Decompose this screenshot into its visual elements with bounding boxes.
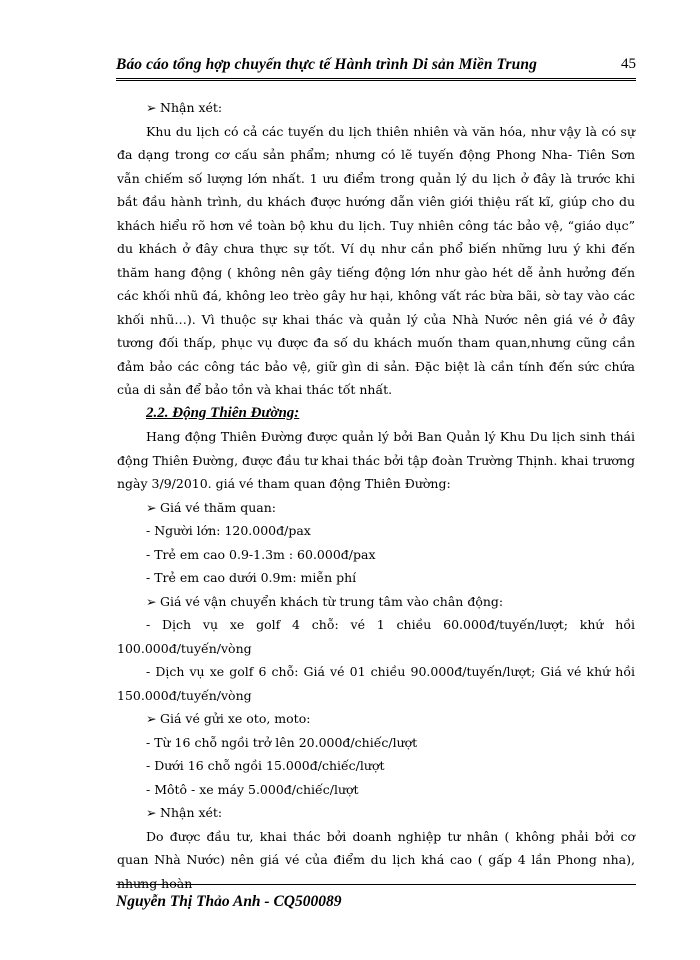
parking-price-label: ➢ Giá vé gửi xe oto, moto:: [117, 707, 635, 731]
list-item: - Môtô - xe máy 5.000đ/chiếc/lượt: [146, 781, 359, 797]
section-heading: 2.2. Động Thiên Đường:: [146, 404, 300, 421]
ticket-price-label: ➢ Giá vé thăm quan:: [117, 496, 635, 520]
intro-paragraph: Hang động Thiên Đường được quản lý bởi Ban Quản lý Khu Du lịch sinh thái động Thiên Đường, được đầu tư khai thác bởi tập đoàn Trường Thịnh. khai trương ngày 3/9/2010. giá vé tham quan động Thiên Đường:: [117, 429, 635, 491]
list-item: - Dịch vụ xe golf 4 chỗ: vé 1 chiều 60.000đ/tuyến/lượt; khứ hồi 100.000đ/tuyến/vòng: [117, 617, 635, 656]
page-number: 45: [621, 56, 636, 72]
footer-rule: [116, 884, 636, 885]
list-item: - Người lớn: 120.000đ/pax: [146, 523, 311, 538]
arrow-bullet-icon: ➢: [146, 711, 157, 726]
page-header: [116, 50, 636, 78]
header-rule: [116, 78, 636, 81]
list-item: - Trẻ em cao 0.9-1.3m : 60.000đ/pax: [146, 546, 376, 562]
transport-price-label: ➢ Giá vé vận chuyển khách từ trung tâm vào chân động:: [117, 590, 635, 614]
remark-paragraph: Do được đầu tư, khai thác bởi doanh nghiệp tư nhân ( không phải bởi cơ quan Nhà Nước) nên giá vé của điểm du lịch khá cao ( gấp 4 lần Phong nha), nhưng hoàn: [117, 828, 635, 891]
list-item: - Từ 16 chỗ ngồi trở lên 20.000đ/chiếc/lượt: [146, 734, 418, 750]
document-title: Báo cáo tổng hợp chuyến thực tế Hành trình Di sản Miền Trung: [116, 56, 537, 73]
arrow-bullet-icon: ➢: [146, 805, 157, 820]
arrow-bullet-icon: ➢: [146, 100, 157, 115]
remark-label: ➢ Nhận xét:: [117, 801, 635, 825]
arrow-bullet-icon: ➢: [146, 499, 157, 515]
footer-author: Nguyễn Thị Thảo Anh - CQ500089: [116, 893, 342, 910]
arrow-bullet-icon: ➢: [146, 593, 157, 609]
page-body: [117, 96, 635, 895]
list-item: - Dưới 16 chỗ ngồi 15.000đ/chiếc/lượt: [146, 758, 385, 773]
remark-paragraph: Khu du lịch có cả các tuyến du lịch thiên nhiên và văn hóa, như vậy là có sự đa dạng trong cơ cấu sản phẩm; nhưng có lẽ tuyến động Phong Nha- Tiên Sơn vẫn chiếm số lượng lớn nhất. 1 ưu điểm trong quản lý du lịch ở đây là trước khi bắt đầu hành trình, du khách được hướng dẫn viên giới thiệu rất kĩ, giúp cho du khách hiểu rõ hơn về toàn bộ khu du lịch. Tuy nhiên công tác bảo vệ, “giáo dục” du khách ở đây chưa thực sự tốt. Ví dụ như cần phổ biến những lưu ý khi đến thăm hang động ( không nên gây tiếng động lớn như gào hét dễ ảnh hưởng đến các khối nhũ đá, không leo trèo gây hư hại, không vất rác bừa bãi, sờ tay vào các khối nhũ…). Vì thuộc sự khai thác và quản lý của Nhà Nước nên giá vé ở đây tương đối thấp, phục vụ được đa số du khách muốn tham quan,nhưng cũng cần đảm bảo các công tác bảo vệ, giữ gìn di sản. Đặc biệt là cần tính đến sức chứa của di sản để bảo tồn và khai thác tốt nhất.: [117, 123, 635, 397]
list-item: - Dịch vụ xe golf 6 chỗ: Giá vé 01 chiều 90.000đ/tuyến/lượt; Giá vé khứ hồi 150.000đ/tuyến/vòng: [117, 664, 635, 703]
list-item: - Trẻ em cao dưới 0.9m: miễn phí: [146, 570, 357, 585]
remark-label: ➢ Nhận xét:: [117, 96, 635, 120]
